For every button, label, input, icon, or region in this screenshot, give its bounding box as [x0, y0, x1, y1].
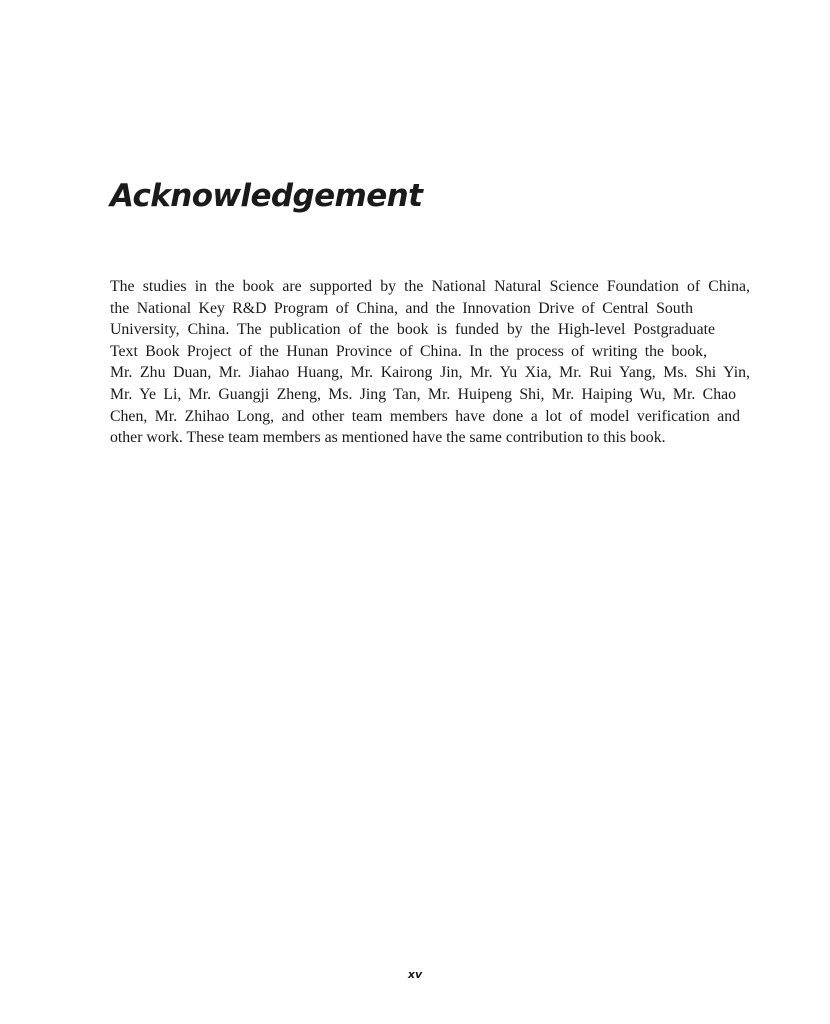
acknowledgement-paragraph [110, 276, 750, 449]
paragraph-line: University, China. The publication of the book is funded by the High-level Postgraduate [110, 321, 715, 339]
paragraph-line: Chen, Mr. Zhihao Long, and other team members have done a lot of model verification and [110, 407, 740, 425]
paragraph-line: Text Book Project of the Hunan Province of China. In the process of writing the book, [110, 342, 707, 360]
paragraph-line: other work. These team members as mentioned have the same contribution to this book. [110, 429, 666, 447]
page-number: xv [407, 968, 423, 981]
paragraph-line: The studies in the book are supported by the National Natural Science Foundation of China, [110, 278, 750, 295]
paragraph-line: Mr. Ye Li, Mr. Guangji Zheng, Ms. Jing Tan, Mr. Huipeng Shi, Mr. Haiping Wu, Mr. Chao [110, 385, 736, 403]
paragraph-line: Mr. Zhu Duan, Mr. Jiahao Huang, Mr. Kairong Jin, Mr. Yu Xia, Mr. Rui Yang, Ms. Shi Yin, [110, 364, 750, 382]
page-title: Acknowledgement [110, 178, 423, 214]
paragraph-line: the National Key R&D Program of China, and the Innovation Drive of Central South [110, 299, 693, 317]
